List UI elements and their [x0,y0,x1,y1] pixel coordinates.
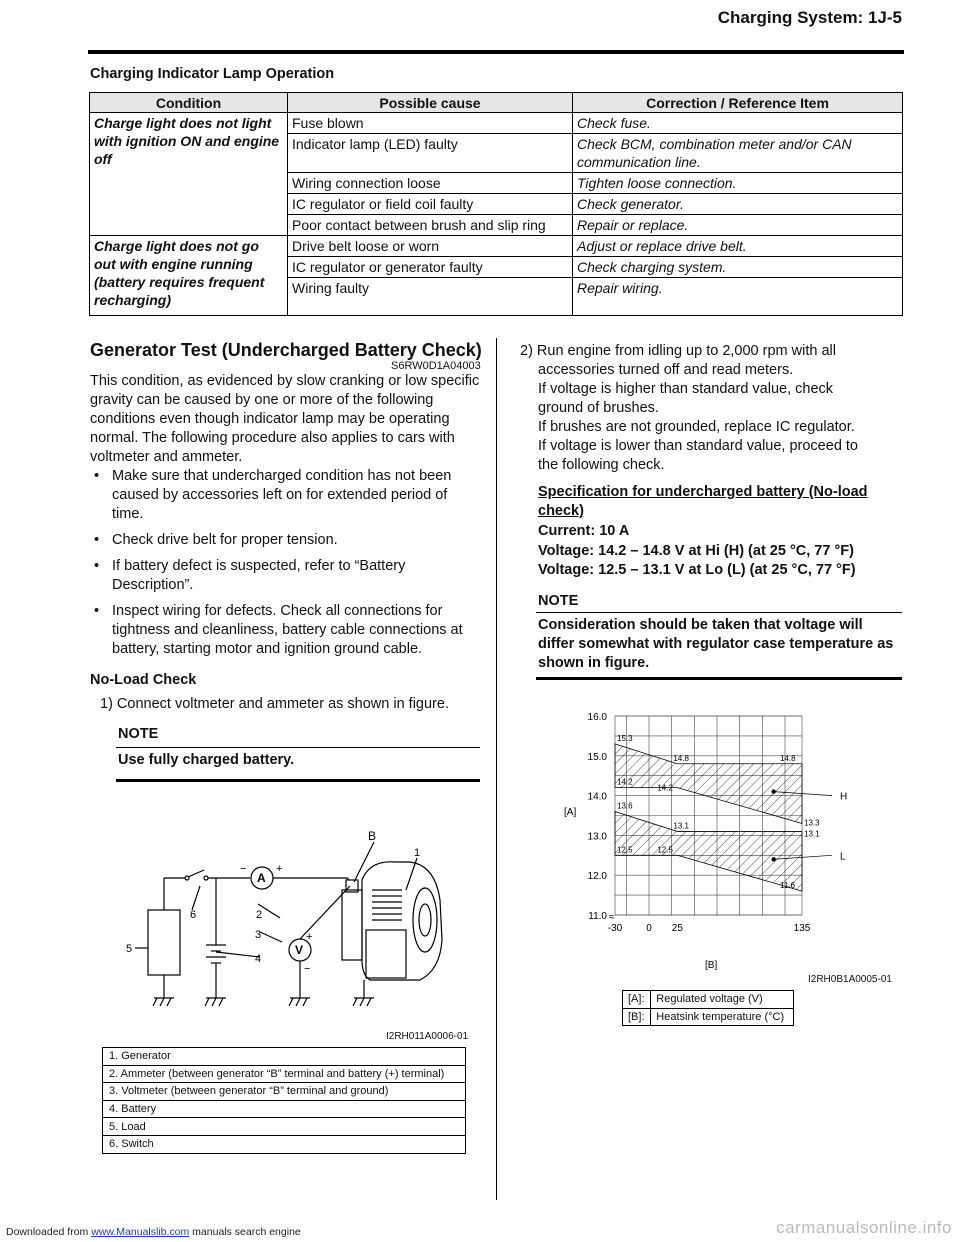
note-text: Use fully charged battery. [118,752,295,768]
note-label: NOTE [118,726,159,742]
callout-6: 6 [190,909,197,921]
generator-drawing [342,862,442,998]
ammeter-label: A [257,871,266,885]
spec-line: Voltage: 12.5 – 13.1 V at Lo (L) (at 25 °C, 77 °F) [538,562,856,578]
condition-cell: Charge light does not go out with engine running (battery requires frequent recharging) [90,236,288,316]
y-tick-label: 16.0 [587,712,607,723]
fix-cell: Repair or replace. [573,215,903,236]
list-item: • Check drive belt for proper tension. [90,531,482,550]
indicator-lamp-table [89,92,903,316]
step-2-line: If voltage is higher than standard value, check [538,381,834,397]
cause-cell: Drive belt loose or worn [288,236,573,257]
y-tick-label: 12.0 [587,871,607,883]
legend-key: [B]: [623,1008,651,1026]
y-tick-label: 14.0 [587,791,607,803]
data-label: 12.5 [617,845,633,855]
y-tick-label: 13.0 [587,831,607,843]
note-rule [536,612,902,613]
table-row [103,1100,466,1118]
legend-text: Heatsink temperature (°C) [651,1008,794,1026]
section-title-generator-test: Generator Test (Undercharged Battery Check) [90,340,482,360]
callout-4: 4 [255,953,262,965]
chart-legend-table [622,990,794,1026]
step-1: 1) Connect voltmeter and ammeter as shown in figure. [100,696,449,712]
fix-cell: Check charging system. [573,257,903,278]
table-row [103,1083,466,1101]
minus-label: − [240,863,247,875]
col-header-cause: Possible cause [288,93,573,113]
circuit-legend-table [102,1047,466,1154]
data-label: 13.1 [673,821,689,831]
column-divider [496,338,497,1200]
y-tick-label: 15.0 [587,751,607,763]
step-2-line: If voltage is lower than standard value, proceed to [538,438,858,454]
spec-values [538,522,856,581]
fix-cell: Tighten loose connection. [573,173,903,194]
legend-cell: 6. Switch [103,1135,466,1153]
step-2-line: accessories turned off and read meters. [538,362,794,378]
data-label: 13.1 [804,829,820,839]
plus-label: + [276,863,283,875]
spec-line: Voltage: 14.2 – 14.8 V at Hi (H) (at 25 °C, 77 °F) [538,542,854,559]
data-label: 13.3 [804,818,820,828]
chart-ylabel: [A] [564,807,577,818]
fix-cell: Adjust or replace drive belt. [573,236,903,257]
data-label: 12.5 [657,845,673,855]
spec-title: Specification for undercharged battery (No-load check) [538,484,868,519]
footer-watermark: carmanualsonline.info [776,1218,952,1237]
condition-cell: Charge light does not light with ignition ON and engine off [90,113,288,236]
note-label: NOTE [538,593,579,609]
table-row [103,1048,466,1066]
x-tick-label: -30 [607,923,623,934]
y-tick-label: 11.0 [588,911,607,922]
note-rule [536,677,902,680]
footer-download-note [6,1226,301,1238]
fix-cell: Check generator. [573,194,903,215]
voltage-temperature-chart [540,700,900,980]
col-header-correction: Correction / Reference Item [573,93,903,113]
table-row [103,1135,466,1153]
legend-key: [A]: [623,991,651,1009]
note-text: Consideration should be taken that voltage will differ somewhat with regulator case temperature as shown in figure. [538,617,894,671]
voltmeter-label: V [295,943,304,957]
callout-1: 1 [414,847,421,859]
list-item: • Inspect wiring for defects. Check all connections for tightness and cleanliness, battery cable connections at battery, starting motor and ignition ground cable. [90,602,482,659]
data-label: 14.8 [673,753,689,763]
step-2-line: ground of brushes. [538,400,659,416]
list-item: • Make sure that undercharged condition has not been caused by accessories left on for extended period of time. [90,467,482,524]
band-label-l: L [840,851,846,863]
minus-label: − [304,963,311,975]
cause-cell: Fuse blown [288,113,573,134]
plus-label: + [306,931,313,943]
legend-cell: 1. Generator [103,1048,466,1066]
table-row [90,236,903,257]
x-tick-label: 25 [671,923,683,934]
table-row [623,1008,794,1026]
cause-cell: Wiring faulty [288,278,573,316]
x-tick-label: 135 [793,923,811,934]
axis-break-symbol: ≈ [609,912,615,923]
step-2 [520,342,900,475]
data-label: 14.8 [780,753,796,763]
data-label: 13.6 [617,801,633,811]
figure-code: I2RH011A0006-01 [386,1031,469,1042]
list-item: • If battery defect is suspected, refer to “Battery Description”. [90,557,482,595]
legend-text: Regulated voltage (V) [651,991,794,1009]
callout-5: 5 [126,943,133,955]
data-label: 14.2 [657,783,673,793]
table-row [623,991,794,1009]
table-row [90,113,903,134]
fix-cell: Check fuse. [573,113,903,134]
section-code: S6RW0D1A04003 [391,360,481,372]
figure-code: I2RH0B1A0005-01 [808,974,892,985]
fix-cell: Repair wiring. [573,278,903,316]
data-label: 11.6 [780,881,795,891]
footer-prefix: Downloaded from [6,1226,92,1238]
legend-cell: 2. Ammeter (between generator “B” terminal and battery (+) terminal) [103,1065,466,1083]
table-row [103,1118,466,1136]
footer-suffix: manuals search engine [189,1226,301,1238]
band-label-h: H [840,791,848,803]
band-l [615,812,802,892]
callout-2: 2 [256,909,263,921]
intro-paragraph: This condition, as evidenced by slow cranking or low specific gravity can be caused by one or more of the following conditions even though indicator lamp may be operating normal. The following procedure also applies to cars with voltmeter and ammeter. [90,373,480,465]
note-rule [116,779,480,782]
cause-cell: IC regulator or field coil faulty [288,194,573,215]
fix-cell: Check BCM, combination meter and/or CAN communication line. [573,134,903,173]
data-label: 15.3 [617,733,633,743]
data-label: 14.2 [617,777,633,787]
cause-cell: Wiring connection loose [288,173,573,194]
legend-cell: 4. Battery [103,1100,466,1118]
circuit-diagram [110,820,480,1025]
header-rule [88,50,904,54]
cause-cell: Poor contact between brush and slip ring [288,215,573,236]
subsection-title-noload: No-Load Check [90,672,197,688]
legend-cell: 3. Voltmeter (between generator “B” terminal and ground) [103,1083,466,1101]
step-2-line: the following check. [538,457,665,473]
note-rule [116,747,480,748]
cause-cell: Indicator lamp (LED) faulty [288,134,573,173]
manualslib-link[interactable]: www.Manualslib.com [91,1226,190,1238]
table-row [103,1065,466,1083]
callout-3: 3 [255,929,262,941]
step-2-line: If brushes are not grounded, replace IC regulator. [538,419,855,435]
page-header-title: Charging System: 1J-5 [717,8,902,27]
load-symbol [148,910,180,975]
precheck-list [90,467,482,666]
chart-xlabel: [B] [705,960,718,971]
step-2-line: 2) Run engine from idling up to 2,000 rpm with all [520,343,836,359]
spec-line: Current: 10 A [538,523,630,539]
section-title-indicator-lamp: Charging Indicator Lamp Operation [90,66,335,82]
legend-cell: 5. Load [103,1118,466,1136]
col-header-condition: Condition [90,93,288,113]
x-tick-label: 0 [646,923,652,934]
cause-cell: IC regulator or generator faulty [288,257,573,278]
callout-b: B [368,829,377,843]
